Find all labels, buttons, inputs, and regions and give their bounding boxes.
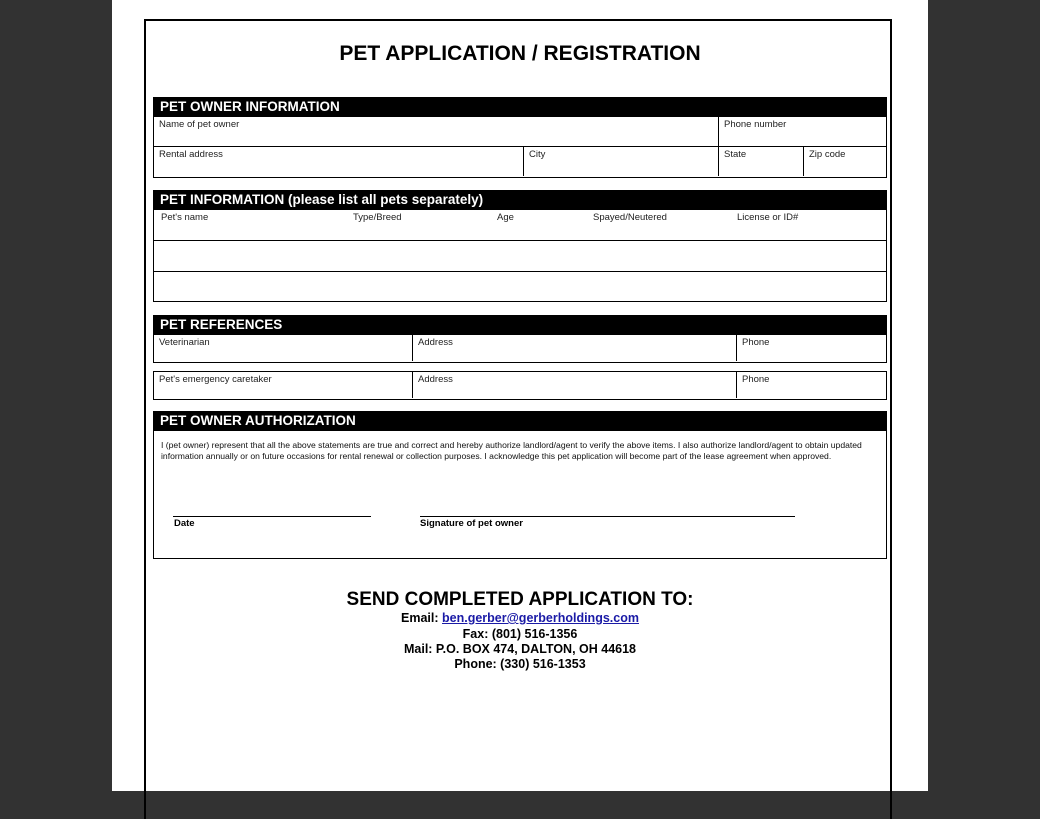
- owner-info-table: [153, 116, 887, 178]
- owner-phone-field[interactable]: [718, 117, 885, 146]
- veterinarian-label: Veterinarian: [159, 337, 210, 348]
- vet-row: [153, 334, 887, 363]
- pet-row[interactable]: [154, 210, 886, 240]
- form-title: PET APPLICATION / REGISTRATION: [339, 42, 701, 65]
- signature-label: Signature of pet owner: [420, 518, 523, 529]
- authorization-heading: PET OWNER AUTHORIZATION: [153, 411, 887, 430]
- vet-address-field[interactable]: [412, 335, 736, 361]
- veterinarian-field[interactable]: [154, 335, 412, 361]
- send-phone: Phone: (330) 516-1353: [454, 657, 586, 671]
- send-fax: Fax: (801) 516-1356: [462, 627, 578, 641]
- rental-address-field[interactable]: [154, 147, 523, 176]
- zip-field[interactable]: [803, 147, 885, 176]
- authorization-box: [153, 430, 887, 559]
- col-pet-name: Pet's name: [161, 212, 209, 223]
- email-prefix: Email:: [401, 611, 443, 625]
- owner-info-heading: PET OWNER INFORMATION: [153, 97, 887, 116]
- caretaker-label: Pet's emergency caretaker: [159, 374, 272, 385]
- rental-address-label: Rental address: [159, 149, 223, 160]
- pet-info-table: [153, 209, 887, 302]
- email-link[interactable]: ben.gerber@gerberholdings.com: [442, 611, 639, 625]
- send-mail: Mail: P.O. BOX 474, DALTON, OH 44618: [403, 642, 637, 656]
- city-field[interactable]: [523, 147, 718, 176]
- owner-name-field[interactable]: [154, 117, 718, 146]
- caretaker-row: [153, 371, 887, 400]
- owner-phone-label: Phone number: [724, 119, 787, 130]
- col-spayed-neutered: Spayed/Neutered: [593, 212, 667, 223]
- caretaker-address-field[interactable]: [412, 372, 736, 398]
- references-heading: PET REFERENCES: [153, 315, 887, 334]
- send-email-line: [112, 611, 928, 625]
- date-line[interactable]: [173, 516, 371, 517]
- caretaker-address-label: Address: [418, 374, 453, 385]
- pet-row[interactable]: [154, 240, 886, 271]
- pet-info-heading: PET INFORMATION (please list all pets separately): [153, 190, 887, 209]
- col-age: Age: [497, 212, 514, 223]
- date-label: Date: [174, 518, 195, 529]
- owner-info-section: [153, 97, 887, 178]
- zip-label: Zip code: [809, 149, 846, 160]
- authorization-section: [153, 411, 887, 559]
- col-license-id: License or ID#: [737, 212, 799, 223]
- caretaker-phone-field[interactable]: [736, 372, 885, 398]
- city-label: City: [529, 149, 546, 160]
- signature-line[interactable]: [420, 516, 795, 517]
- owner-name-label: Name of pet owner: [159, 119, 240, 130]
- caretaker-field[interactable]: [154, 372, 412, 398]
- pet-row[interactable]: [154, 271, 886, 300]
- vet-address-label: Address: [418, 337, 453, 348]
- col-type-breed: Type/Breed: [353, 212, 402, 223]
- send-heading: SEND COMPLETED APPLICATION TO:: [346, 589, 694, 610]
- references-section: [153, 315, 887, 400]
- vet-phone-label: Phone: [742, 337, 770, 348]
- authorization-text: I (pet owner) represent that all the above statements are true and correct and hereby authorize landlord/agent to verify the above items. I also authorize landlord/agent to obtain updated information annually or on future occasions for rental renewal or collection purposes. I acknowledge this pet application will become part of the lease agreement when approved.: [161, 440, 862, 461]
- state-field[interactable]: [718, 147, 803, 176]
- state-label: State: [724, 149, 747, 160]
- vet-phone-field[interactable]: [736, 335, 885, 361]
- caretaker-phone-label: Phone: [742, 374, 770, 385]
- pet-info-section: [153, 190, 887, 302]
- document-page: [112, 0, 928, 791]
